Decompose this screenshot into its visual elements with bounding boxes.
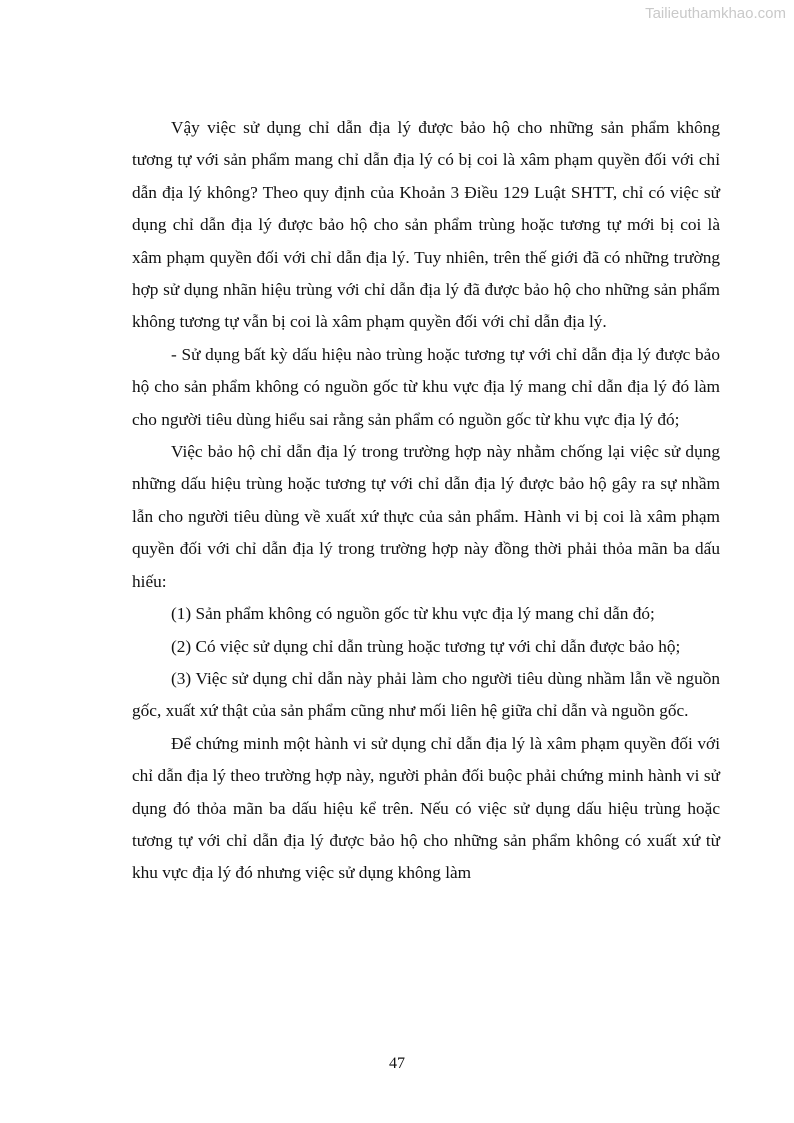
paragraph-criterion-2: (2) Có việc sử dụng chỉ dẫn trùng hoặc tương tự với chỉ dẫn được bảo hộ;	[171, 636, 681, 656]
paragraph-criterion-3: (3) Việc sử dụng chỉ dẫn này phải làm cho người tiêu dùng nhầm lẫn về nguồn gốc, xuất xứ thật của sản phẩm cũng như mối liên hệ giữa chỉ dẫn và nguồn gốc.	[132, 668, 720, 721]
paragraph-proof-requirement: Để chứng minh một hành vi sử dụng chỉ dẫn địa lý là xâm phạm quyền đối với chỉ dẫn địa lý theo trường hợp này, người phản đối buộc phải chứng minh hành vi sử dụng đó thỏa mãn ba dấu hiệu kể trên. Nếu có việc sử dụng dấu hiệu trùng hoặc tương tự với chỉ dẫn địa lý được bảo hộ cho những sản phẩm không có xuất xứ từ khu vực địa lý đó nhưng việc sử dụng không làm	[132, 733, 720, 883]
paragraph-criterion-1: (1) Sản phẩm không có nguồn gốc từ khu vực địa lý mang chỉ dẫn đó;	[171, 604, 655, 624]
paragraph-bullet-use-of-sign: - Sử dụng bất kỳ dấu hiệu nào trùng hoặc tương tự với chỉ dẫn địa lý được bảo hộ cho sản phẩm không có nguồn gốc từ khu vực địa lý mang chỉ dẫn địa lý đó làm cho người tiêu dùng hiểu sai rằng sản phẩm có nguồn gốc từ khu vực địa lý đó;	[132, 344, 720, 429]
watermark: Tailieuthamkhao.com	[645, 5, 786, 22]
paragraph-intro-question: Vậy việc sử dụng chỉ dẫn địa lý được bảo hộ cho những sản phẩm không tương tự với sản phẩm mang chỉ dẫn địa lý có bị coi là xâm phạm quyền đối với chỉ dẫn địa lý không? Theo quy định của Khoản 3 Điều 129 Luật SHTT, chỉ có việc sử dụng chỉ dẫn địa lý được bảo hộ cho sản phẩm trùng hoặc tương tự mới bị coi là xâm phạm quyền đối với chỉ dẫn địa lý. Tuy nhiên, trên thế giới đã có những trường hợp sử dụng nhãn hiệu trùng với chỉ dẫn địa lý đã được bảo hộ cho những sản phẩm không tương tự vẫn bị coi là xâm phạm quyền đối với chỉ dẫn địa lý.	[132, 118, 720, 332]
document-body	[132, 112, 720, 890]
page-number: 47	[389, 1055, 405, 1072]
paragraph-protection-purpose: Việc bảo hộ chỉ dẫn địa lý trong trường hợp này nhằm chống lại việc sử dụng những dấu hiệu trùng hoặc tương tự với chỉ dẫn địa lý được bảo hộ gây ra sự nhầm lẫn cho người tiêu dùng về xuất xứ thực của sản phẩm. Hành vi bị coi là xâm phạm quyền đối với chỉ dẫn địa lý trong trường hợp này đồng thời phải thỏa mãn ba dấu hiếu:	[132, 442, 720, 591]
